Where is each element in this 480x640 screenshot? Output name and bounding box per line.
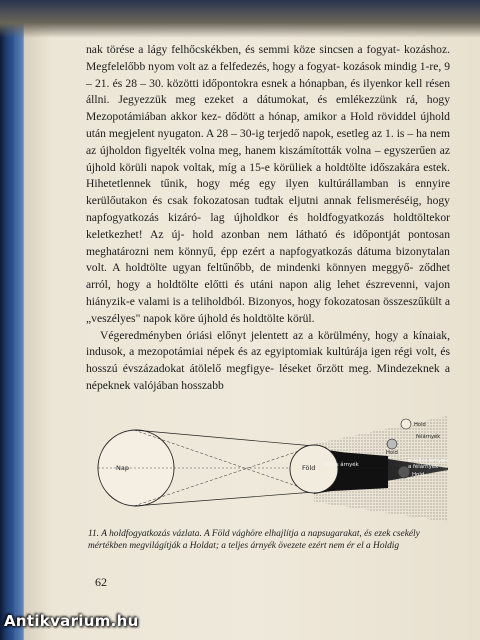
text-line: kozások mindig 1-re, 9 – 21. és 28 – 30. közötti időpontokra esnek	[86, 59, 450, 90]
text-line: az újholdon figyelték volna meg, hanem kiszámították volna –	[86, 143, 381, 157]
umbra-penumbra-label-2: a félárnyék	[408, 464, 439, 470]
book-cover-edge	[0, 0, 14, 640]
text-line: nem könnyű, épp ezért a napfogyatkozás dátuma bizonytalan	[153, 244, 450, 258]
umbra-penumbra-label-1: a teljes árnyék	[408, 458, 448, 464]
paragraph-2	[86, 328, 450, 395]
text-line: dődött a hónap, amikor a Hold röviddel újhold után megjelent	[86, 110, 450, 140]
earth-label: Föld	[302, 464, 316, 472]
text-line: léseket őrzött meg. Mindezeknek a népeknek valójában hosszabb	[86, 362, 450, 392]
text-line: ződhet arról, hogy a holdtölte előtti és utáni napon alig lehet	[86, 261, 450, 292]
moon-outside	[401, 419, 411, 429]
text-line: ilyen kultúrállamban is ennyire kerülőutakon és csak fokozatosan	[86, 177, 450, 208]
watermark: Antikvarium.hu	[4, 612, 139, 630]
moon-label: Hold	[414, 422, 426, 428]
text-line: kultúrája igen régi volt, és hosszú évszázadokat átölelő megfigye-	[86, 345, 450, 376]
text-line: a kínaiak, indusok, a mezopotámiai népek és az egyiptomiak	[86, 328, 450, 359]
text-line: volt. A holdtölte ugyan feltűnőbb, de mindenki könnyen meggyő-	[86, 261, 414, 275]
body-text	[86, 42, 450, 395]
moon-inside-label: Hold	[412, 472, 425, 478]
paragraph-1	[86, 42, 450, 328]
text-line: hogy fokozatosan összeszűkült a „veszélyes" napok köre újhold	[86, 294, 450, 325]
text-line: kozáshoz. Megfelelőbb nyom volt az a felfedezés, hogy a fogyat-	[86, 43, 450, 73]
text-line: holdtölte időszakára estek. Hihetetlennek tűnik, hogy még egy	[86, 160, 450, 191]
figure-caption: 11. A holdfogyatkozás vázlata. A Föld vághöre elhajlítja a napsugarakat, és ezek csekély mértékben megvilágítják a Holdat; a teljes árnyék övezete ezért nem ér el a Holdig	[88, 529, 420, 551]
text-line: lag újholdkor és holdfogyatkozás holdtöltekor keletkezhet! Az új-	[86, 210, 450, 241]
sun-label: Nap	[116, 464, 129, 472]
moon-partial-label: Hold	[386, 450, 398, 456]
text-line: tudtak eljutni annak felismeréséig, hogy napfogyatkozás kizáró-	[86, 194, 450, 224]
moon-partial	[387, 439, 397, 449]
text-line: nyugaton. A 28 – 30-ig terjedő napok, esetleg az 1. is – ha nem	[157, 126, 450, 140]
text-line: a hónapban, és ilyenkor kell résen állni. Jegyezzük meg ezeket a	[86, 76, 450, 107]
text-line: egyszerűen az újhold körüli napok voltak, míg a 15-e körüliek a	[86, 143, 450, 174]
text-line: dátumokat, és emlékezzünk rá, hogy Mezopotámiában akkor kez-	[86, 93, 450, 124]
text-line: és holdtölte körül.	[230, 311, 315, 325]
eclipse-diagram-svg	[88, 410, 450, 528]
penumbra-label: félárnyék	[416, 434, 441, 440]
eclipse-diagram	[88, 410, 450, 528]
text-line: Végeredményben óriási előnyt jelentett az a körülmény, hogy	[100, 328, 399, 342]
text-line: nak törése a lágy felhőcskékben, és semmi köze sincsen a fogyat-	[86, 43, 400, 56]
text-line: észrevenni, vajon hiányzik-e valami is a teliholdból. Bizonyos,	[86, 278, 450, 308]
page-number: 62	[95, 575, 107, 589]
umbra-label: teljes árnyék	[324, 462, 359, 468]
text-line: hold azonban nem látható és időpontját pontosan meghatározni	[86, 227, 450, 258]
